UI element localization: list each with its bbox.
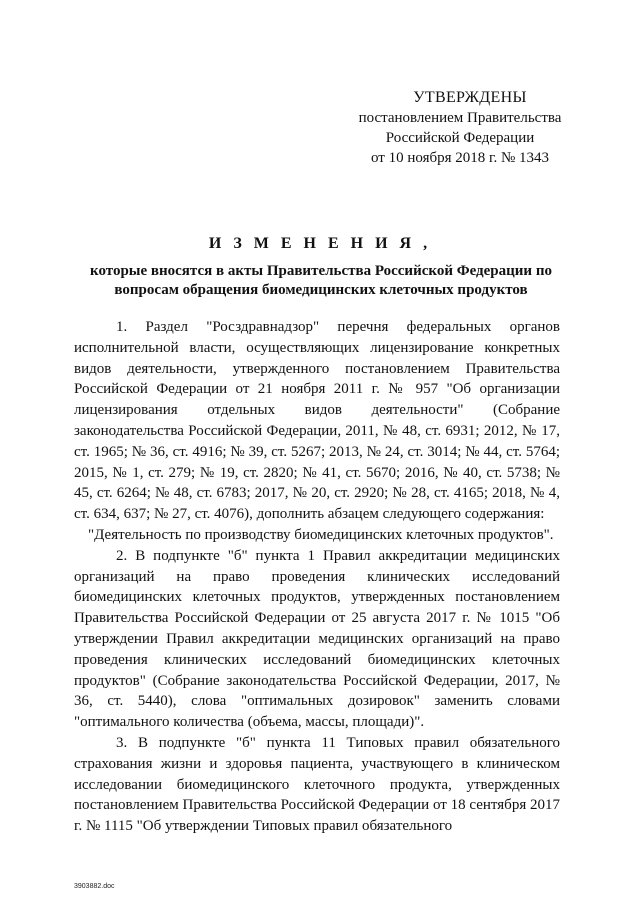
- document-subtitle: которые вносятся в акты Правительства Российской Федерации по вопросам обращения биомедицинских клеточных продуктов: [90, 263, 552, 298]
- paragraph-3: 3. В подпункте "б" пункта 11 Типовых правил обязательного страхования жизни и здоровья пациента, участвующего в клиническом исследовании биомедицинского клеточного продукта, утвержденных постановлением Правительства Российской Федерации от 18 сентября 2017 г. № 1115 "Об утверждении Типовых правил обязательного: [74, 734, 560, 835]
- footer-filename: 3903882.doc: [74, 883, 115, 890]
- approval-block: [330, 88, 590, 168]
- document-title: И З М Е Н Е Н И Я ,: [208, 235, 432, 252]
- paragraph-1: 1. Раздел "Росздравнадзор" перечня федеральных органов исполнительной власти, осуществляющих лицензирование конкретных видов деятельности, утвержденного постановлением Правительства Российской Федерации от 21 ноября 2011 г. № 957 "Об организации лицензирования отдельных видов деятельности" (Собрание законодательства Российской Федерации, 2011, № 48, ст. 6931; 2012, № 17, ст. 1965; № 36, ст. 4916; № 39, ст. 5267; 2013, № 24, ст. 3014; № 44, ст. 5764; 2015, № 1, ст. 279; № 19, ст. 2820; № 41, ст. 5670; 2016, № 40, ст. 5738; № 45, ст. 6264; № 48, ст. 6783; 2017, № 20, ст. 2920; № 28, ст. 4165; 2018, № 4, ст. 634, 637; № 27, ст. 4076), дополнить абзацем следующего содержания:: [74, 319, 560, 523]
- approval-line-1: постановлением Правительства: [358, 110, 562, 126]
- paragraph-2: 2. В подпункте "б" пункта 1 Правил аккредитации медицинских организаций на право проведения клинических исследований биомедицинских клеточных продуктов, утвержденных постановлением Правительства Российской Федерации от 25 августа 2017 г. № 1015 "Об утверждении Правил аккредитации медицинских организаций на право проведения клинических исследований биомедицинских клеточных продуктов" (Собрание законодательства Российской Федерации, 2017, № 36, ст. 5440), слова "оптимальных дозировок" заменить словами "оптимального количества (объема, массы, площади)".: [74, 547, 560, 731]
- paragraph-quote: "Деятельность по производству биомедицинских клеточных продуктов".: [88, 526, 554, 543]
- approval-line-2: Российской Федерации: [385, 130, 535, 146]
- approval-line-3: от 10 ноября 2018 г. № 1343: [370, 150, 550, 166]
- approval-heading: УТВЕРЖДЕНЫ: [413, 89, 527, 106]
- document-body: [74, 317, 560, 837]
